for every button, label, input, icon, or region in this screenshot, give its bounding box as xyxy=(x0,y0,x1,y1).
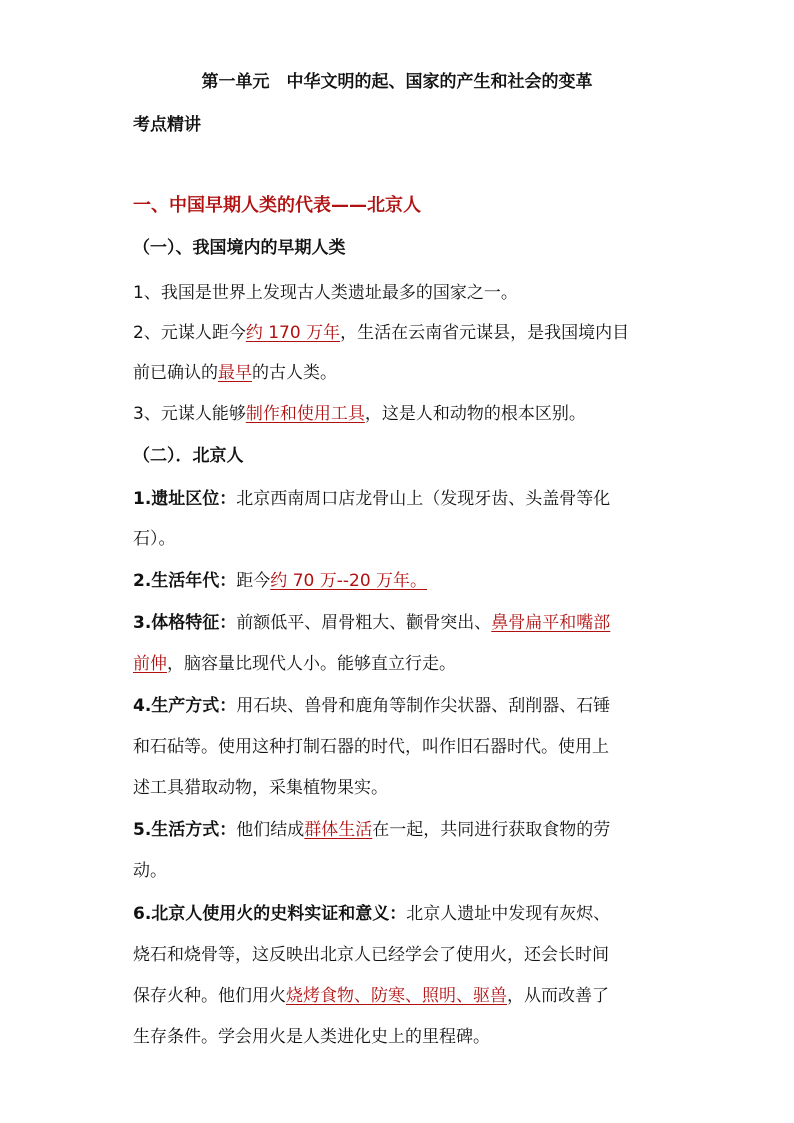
paragraph-9-line-4: 生存条件。学会用火是人类进化史上的里程碑。 xyxy=(133,1027,490,1047)
subsection-heading-2: （二）．北京人 xyxy=(133,446,244,466)
paragraph-8-line-1 xyxy=(133,818,673,842)
paragraph-5 xyxy=(133,569,673,593)
text: 前已确认的 xyxy=(133,363,218,383)
text: ，这是人和动物的根本区别。 xyxy=(364,404,586,424)
paragraph-6-line-1 xyxy=(133,611,673,635)
item-label: 6.北京人使用火的史料实证和意义： xyxy=(133,904,407,924)
paragraph-3 xyxy=(133,402,673,426)
text: 北京人遗址中发现有灰烬、 xyxy=(406,904,611,924)
highlight-text: 约 70 万--20 万年。 xyxy=(270,571,428,591)
paragraph-2-line-2 xyxy=(133,361,673,385)
text: 的古人类。 xyxy=(252,363,337,383)
paragraph-7-line-3: 述工具猎取动物，采集植物果实。 xyxy=(133,778,388,798)
paragraph-6-line-2 xyxy=(133,652,673,676)
item-label: 4.生产方式： xyxy=(133,696,237,716)
text: 3、元谋人能够 xyxy=(133,404,246,424)
text: 他们结成 xyxy=(236,820,305,840)
subtitle: 考点精讲 xyxy=(133,115,201,135)
item-label: 3.体格特征： xyxy=(133,613,237,633)
paragraph-9-line-3 xyxy=(133,984,673,1008)
paragraph-9-line-1 xyxy=(133,902,673,926)
highlight-text: 约 170 万年 xyxy=(245,323,341,343)
text: 保存火种。他们用火 xyxy=(133,986,286,1006)
highlight-text: 群体生活 xyxy=(304,820,373,840)
paragraph-1: 1、我国是世界上发现古人类遗址最多的国家之一。 xyxy=(133,283,518,303)
paragraph-4-line-2: 石）。 xyxy=(133,529,176,549)
highlight-text: 前伸 xyxy=(133,654,167,674)
text: 前额低平、眉骨粗大、颧骨突出、 xyxy=(236,613,492,633)
text: ，生活在云南省元谋县，是我国境内目 xyxy=(340,323,630,343)
highlight-text: 制作和使用工具 xyxy=(245,404,365,424)
item-label: 5.生活方式： xyxy=(133,820,237,840)
item-label: 2.生活年代： xyxy=(133,571,237,591)
text: 距今 xyxy=(236,571,271,591)
text: 用石块、兽骨和鹿角等制作尖状器、刮削器、石锤 xyxy=(236,696,611,716)
page-title: 第一单元 中华文明的起、国家的产生和社会的变革 xyxy=(201,72,593,92)
paragraph-4-line-1 xyxy=(133,487,673,511)
text: ，脑容量比现代人小。能够直立行走。 xyxy=(167,654,456,674)
paragraph-2-line-1 xyxy=(133,321,673,345)
text: ，从而改善了 xyxy=(507,986,609,1006)
paragraph-7-line-2: 和石砧等。使用这种打制石器的时代，叫作旧石器时代。使用上 xyxy=(133,737,609,757)
paragraph-9-line-2: 烧石和烧骨等，这反映出北京人已经学会了使用火，还会长时间 xyxy=(133,945,609,965)
paragraph-8-line-2: 动。 xyxy=(133,861,167,881)
text: 2、元谋人距今 xyxy=(133,323,246,343)
item-label: 1.遗址区位： xyxy=(133,489,237,509)
paragraph-7-line-1 xyxy=(133,694,673,718)
highlight-text: 最早 xyxy=(218,363,252,383)
section-heading-1: 一、中国早期人类的代表——北京人 xyxy=(133,195,421,216)
subsection-heading-1: （一）、我国境内的早期人类 xyxy=(133,238,346,258)
text: 在一起，共同进行获取食物的劳 xyxy=(372,820,611,840)
highlight-text: 烧烤食物、防寒、照明、驱兽 xyxy=(286,986,507,1006)
text: 北京西南周口店龙骨山上（发现牙齿、头盖骨等化 xyxy=(236,489,611,509)
highlight-text: 鼻骨扁平和嘴部 xyxy=(491,613,611,633)
